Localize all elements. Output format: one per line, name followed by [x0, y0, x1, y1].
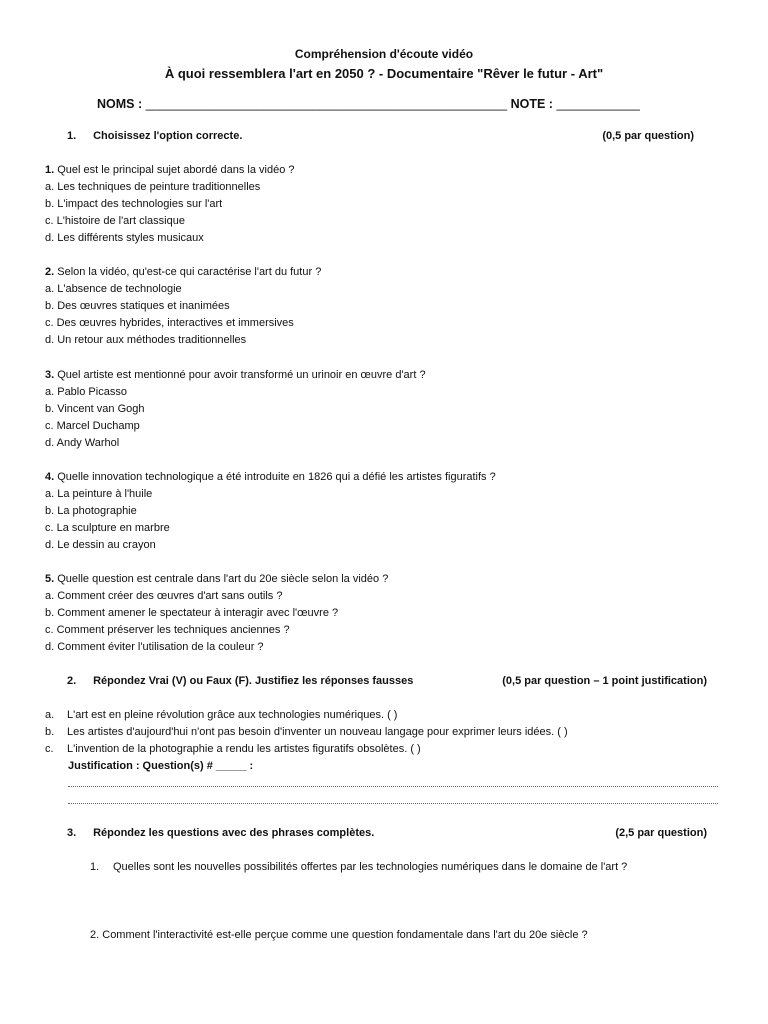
section-1-points: (0,5 par question) — [602, 130, 694, 142]
option-b[interactable]: b. La photographie — [45, 505, 137, 517]
option-a[interactable]: a. L'absence de technologie — [45, 283, 182, 295]
item-letter: b. — [45, 726, 55, 738]
answer-line-1[interactable] — [68, 786, 718, 787]
section-2-points: (0,5 par question – 1 point justification) — [502, 675, 707, 687]
section-3-title: Répondez les questions avec des phrases complètes. — [93, 827, 375, 839]
option-d[interactable]: d. Andy Warhol — [45, 437, 120, 449]
option-d[interactable]: d. Les différents styles musicaux — [45, 232, 204, 244]
true-false-list — [45, 707, 725, 758]
mcq-question-2 — [45, 264, 725, 349]
option-c[interactable]: c. Des œuvres hybrides, interactives et immersives — [45, 317, 294, 329]
section-2-title: Répondez Vrai (V) ou Faux (F). Justifiez les réponses fausses — [93, 675, 414, 687]
question-stem — [45, 367, 725, 384]
option-b[interactable]: b. Vincent van Gogh — [45, 403, 145, 415]
option-c[interactable]: c. Comment préserver les techniques anciennes ? — [45, 624, 290, 636]
open-question-2 — [90, 929, 588, 941]
answer-line-2[interactable] — [68, 803, 718, 804]
option-c[interactable]: c. L'histoire de l'art classique — [45, 215, 185, 227]
option-d[interactable]: d. Comment éviter l'utilisation de la couleur ? — [45, 641, 264, 653]
note-label: NOTE : — [510, 97, 553, 111]
question-number: 2. — [45, 266, 55, 278]
question-text: Quelle innovation technologique a été introduite en 1826 qui a défié les artistes figuratifs ? — [54, 471, 496, 483]
question-number: 2. — [90, 929, 100, 941]
question-text: Quelle question est centrale dans l'art du 20e siècle selon la vidéo ? — [54, 573, 389, 585]
option-b[interactable]: b. L'impact des technologies sur l'art — [45, 198, 223, 210]
question-number: 4. — [45, 471, 55, 483]
option-a[interactable]: a. Comment créer des œuvres d'art sans outils ? — [45, 590, 283, 602]
question-text: Quelles sont les nouvelles possibilités offertes par les technologies numériques dans le domaine de l'art ? — [113, 861, 628, 873]
noms-blank[interactable]: ____________________________________________________ — [145, 97, 508, 111]
justification-label: Justification : Question(s) # _____ : — [68, 760, 254, 772]
section-3-heading — [67, 827, 717, 839]
true-false-item-c[interactable] — [45, 741, 725, 758]
item-letter: a. — [45, 709, 55, 721]
question-text: Quel est le principal sujet abordé dans la vidéo ? — [54, 164, 295, 176]
question-text: Selon la vidéo, qu'est-ce qui caractérise l'art du futur ? — [54, 266, 322, 278]
mcq-question-4 — [45, 469, 725, 554]
option-b[interactable]: b. Comment amener le spectateur à interagir avec l'œuvre ? — [45, 607, 339, 619]
item-letter: c. — [45, 743, 54, 755]
option-a[interactable]: a. Pablo Picasso — [45, 386, 127, 398]
mcq-question-1 — [45, 162, 725, 247]
section-1-number: 1. — [67, 130, 77, 142]
question-stem — [45, 264, 725, 281]
option-b[interactable]: b. Des œuvres statiques et inanimées — [45, 300, 230, 312]
option-d[interactable]: d. Un retour aux méthodes traditionnelles — [45, 334, 247, 346]
worksheet-subtitle: À quoi ressemblera l'art en 2050 ? - Documentaire "Rêver le futur - Art" — [164, 66, 604, 81]
worksheet-title: Compréhension d'écoute vidéo — [294, 47, 474, 61]
section-3-points: (2,5 par question) — [615, 827, 707, 839]
question-number: 1. — [90, 861, 100, 873]
section-2-heading — [67, 675, 717, 687]
noms-label: NOMS : — [97, 97, 143, 111]
question-number: 5. — [45, 573, 55, 585]
question-stem — [45, 162, 725, 179]
question-stem — [45, 469, 725, 486]
open-question-1 — [90, 861, 627, 873]
section-1-title: Choisissez l'option correcte. — [93, 130, 243, 142]
item-text: Les artistes d'aujourd'hui n'ont pas besoin d'inventer un nouveau langage pour exprimer leurs idées. ( ) — [67, 726, 568, 738]
section-1-heading — [67, 130, 717, 142]
names-note-line — [97, 97, 640, 111]
option-a[interactable]: a. La peinture à l'huile — [45, 488, 153, 500]
item-text: L'invention de la photographie a rendu les artistes figuratifs obsolètes. ( ) — [67, 743, 421, 755]
item-text: L'art est en pleine révolution grâce aux technologies numériques. ( ) — [67, 709, 398, 721]
question-text: Comment l'interactivité est-elle perçue comme une question fondamentale dans l'art du 20e siècle ? — [102, 929, 588, 941]
section-2-number: 2. — [67, 675, 77, 687]
option-d[interactable]: d. Le dessin au crayon — [45, 539, 156, 551]
mcq-question-3 — [45, 367, 725, 452]
question-stem — [45, 571, 725, 588]
mcq-question-5 — [45, 571, 725, 656]
section-3-number: 3. — [67, 827, 77, 839]
option-a[interactable]: a. Les techniques de peinture traditionnelles — [45, 181, 261, 193]
option-c[interactable]: c. La sculpture en marbre — [45, 522, 170, 534]
option-c[interactable]: c. Marcel Duchamp — [45, 420, 140, 432]
question-number: 3. — [45, 369, 55, 381]
true-false-item-a[interactable] — [45, 707, 725, 724]
note-blank[interactable]: ____________ — [556, 97, 640, 111]
question-number: 1. — [45, 164, 55, 176]
true-false-item-b[interactable] — [45, 724, 725, 741]
question-text: Quel artiste est mentionné pour avoir transformé un urinoir en œuvre d'art ? — [54, 369, 426, 381]
